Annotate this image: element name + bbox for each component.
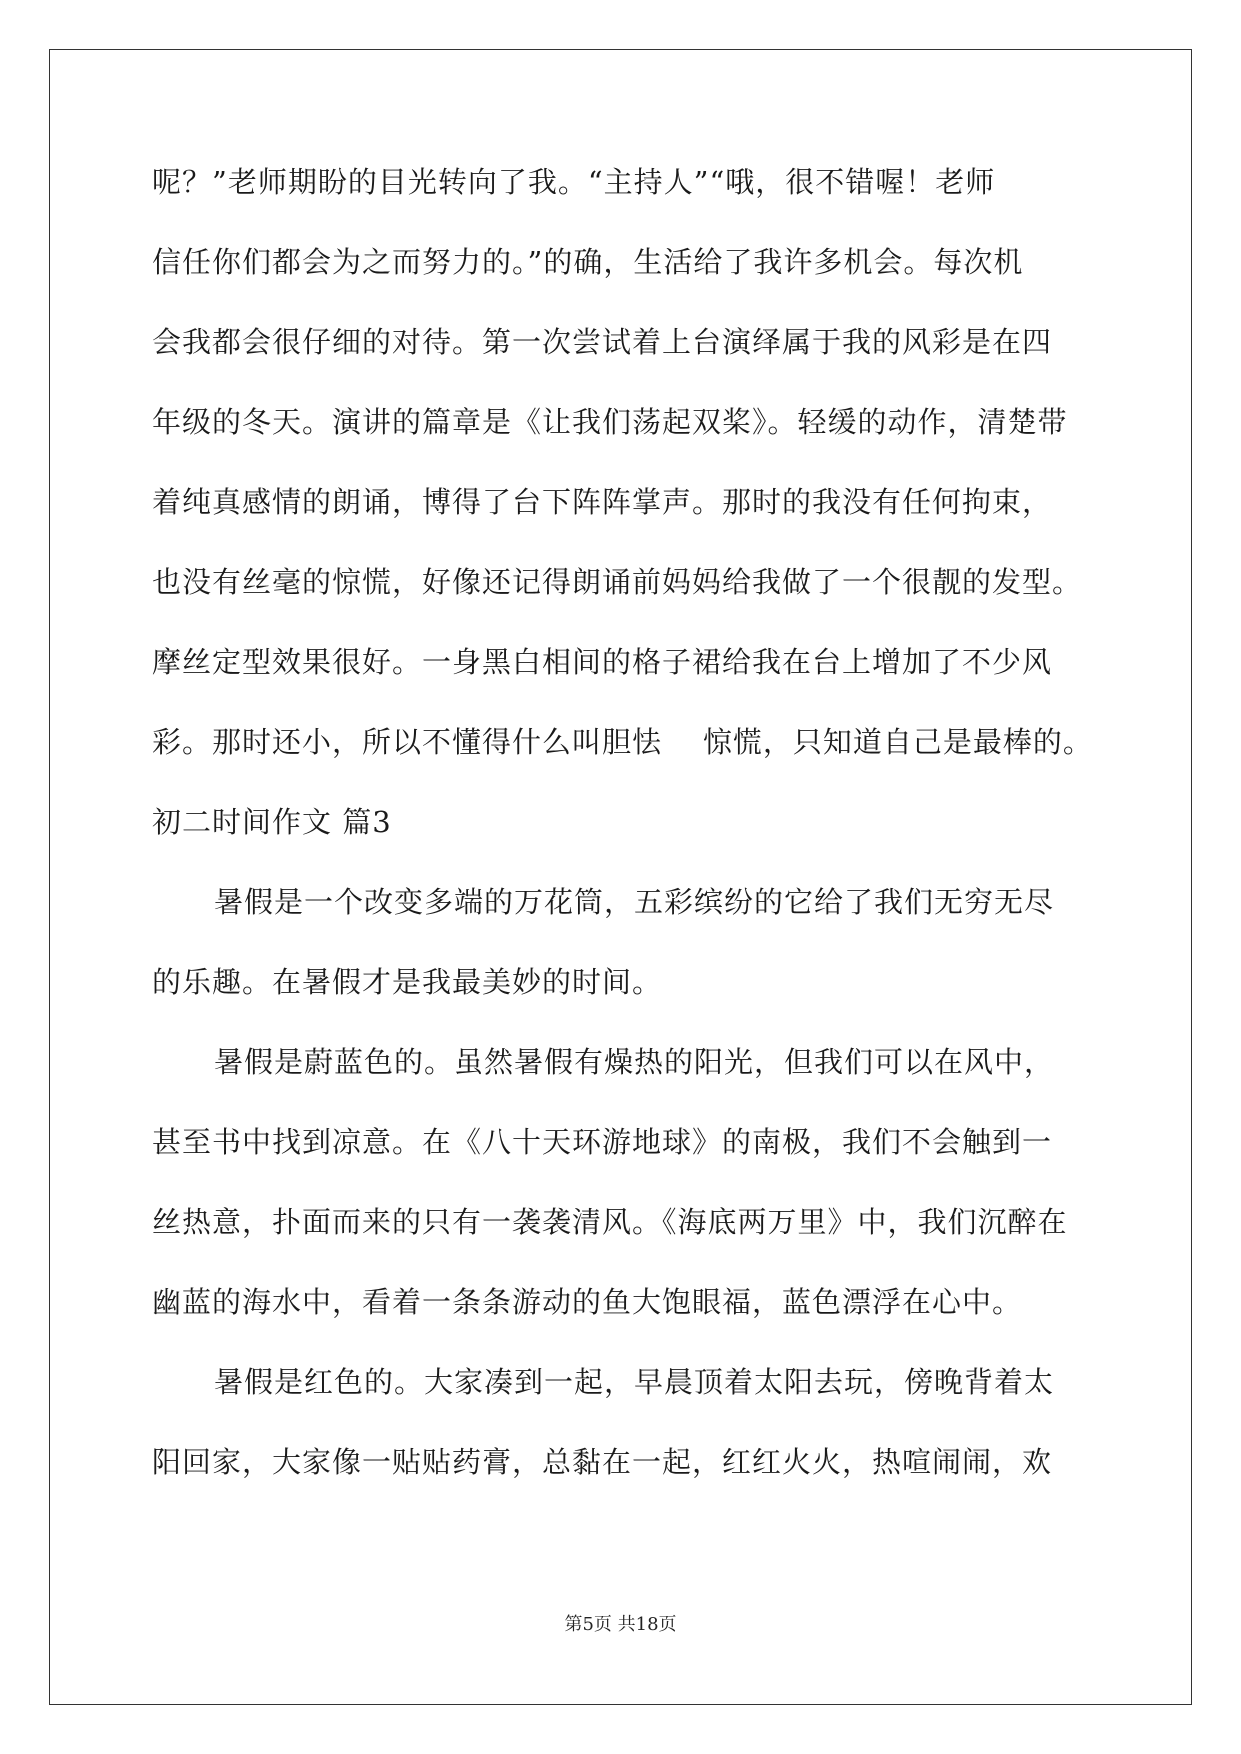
- text-line: 暑假是一个改变多端的万花筒，五彩缤纷的它给了我们无穷无尽: [214, 885, 1055, 919]
- text-line: 年级的冬天。演讲的篇章是《让我们荡起双桨》。轻缓的动作，清楚带: [152, 405, 1068, 439]
- text-line: 信任你们都会为之而努力的。”的确，生活给了我许多机会。每次机: [152, 245, 1024, 279]
- text-line: 摩丝定型效果很好。一身黑白相间的格子裙给我在台上增加了不少风: [152, 645, 1053, 679]
- section-heading: 初二时间作文 篇3: [152, 805, 392, 839]
- text-line: 呢？”老师期盼的目光转向了我。“主持人”“哦，很不错喔！老师: [152, 165, 996, 199]
- text-line: 着纯真感情的朗诵，博得了台下阵阵掌声。那时的我没有任何拘束，: [152, 485, 1053, 519]
- text-line: 彩。那时还小，所以不懂得什么叫胆怯 惊慌，只知道自己是最棒的。: [152, 725, 1093, 759]
- text-line: 暑假是红色的。大家凑到一起，早晨顶着太阳去玩，傍晚背着太: [214, 1365, 1055, 1399]
- text-line: 甚至书中找到凉意。在《八十天环游地球》的南极，我们不会触到一: [152, 1125, 1053, 1159]
- text-line: 幽蓝的海水中，看着一条条游动的鱼大饱眼福，蓝色漂浮在心中。: [152, 1285, 1023, 1319]
- text-line: 的乐趣。在暑假才是我最美妙的时间。: [152, 965, 663, 999]
- text-line: 阳回家，大家像一贴贴药膏，总黏在一起，红红火火，热喧闹闹，欢: [152, 1445, 1053, 1479]
- text-line: 会我都会很仔细的对待。第一次尝试着上台演绎属于我的风彩是在四: [152, 325, 1053, 359]
- text-line: 也没有丝毫的惊慌，好像还记得朗诵前妈妈给我做了一个很靓的发型。: [152, 565, 1083, 599]
- page-number-footer: 第5页 共18页: [564, 1614, 677, 1635]
- text-line: 暑假是蔚蓝色的。虽然暑假有燥热的阳光，但我们可以在风中，: [214, 1045, 1055, 1079]
- text-line: 丝热意，扑面而来的只有一袭袭清风。《海底两万里》中，我们沉醉在: [152, 1205, 1068, 1239]
